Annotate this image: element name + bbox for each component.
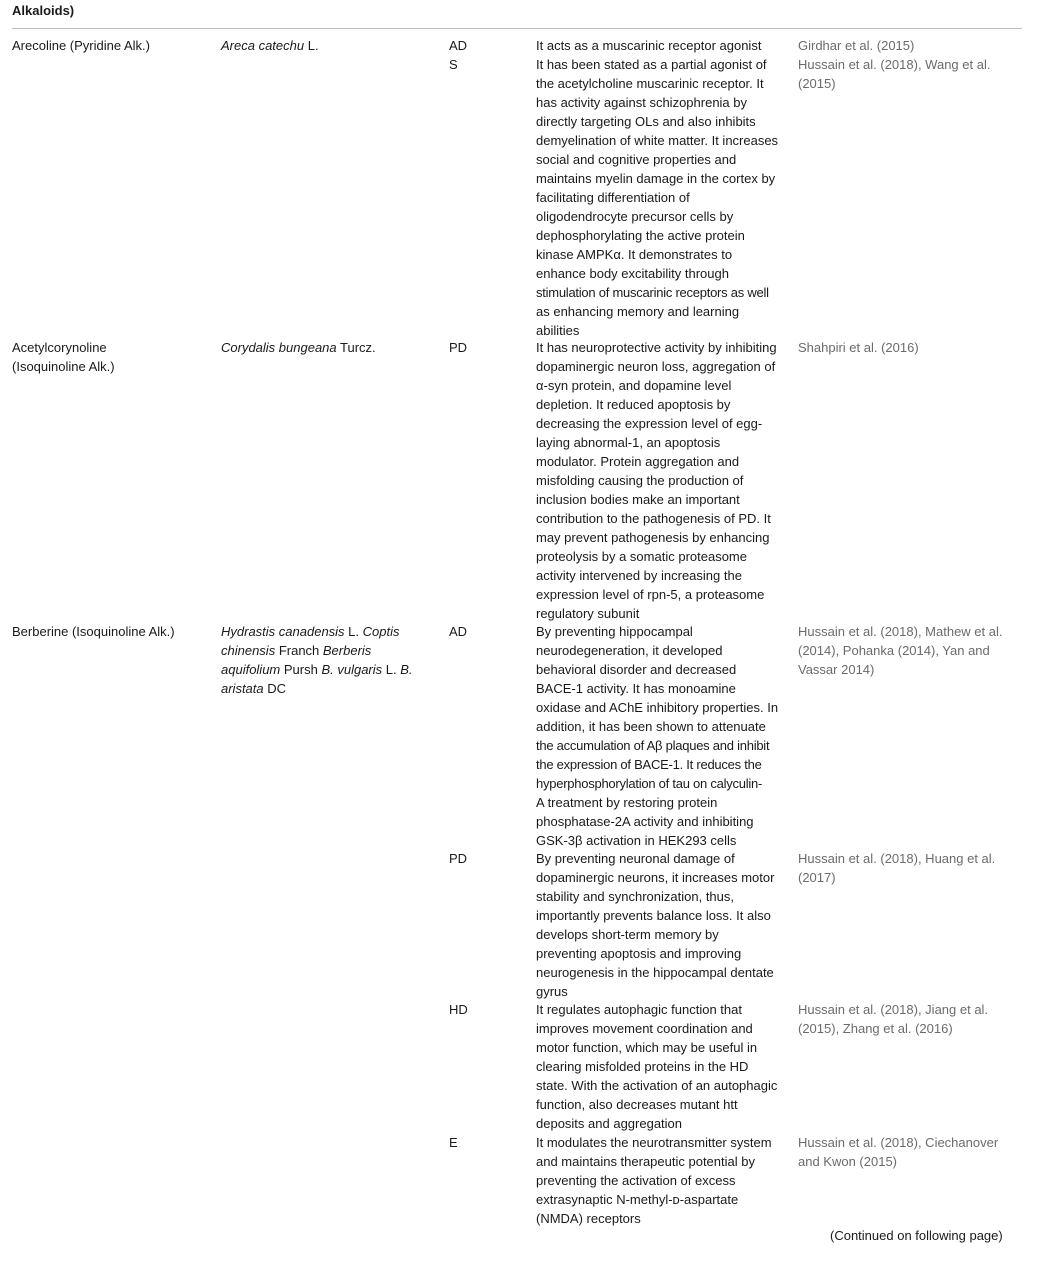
source-line <box>221 622 431 641</box>
text-line: the accumulation of Aβ plaques and inhibit <box>536 738 770 753</box>
text-line: demyelination of white matter. It increases <box>536 133 779 148</box>
mechanism-cell <box>536 338 784 623</box>
text-line: (NMDA) receptors <box>536 1211 641 1226</box>
source-line <box>221 36 431 55</box>
species-text: L. <box>382 662 401 677</box>
text-line: HD <box>449 1002 468 1017</box>
text-line: AD <box>449 38 468 53</box>
disease-cell <box>449 622 519 641</box>
text-line: PD <box>449 340 468 355</box>
text-line: phosphatase-2A activity and inhibiting <box>536 814 754 829</box>
source-line <box>221 679 431 698</box>
text-line: preventing apoptosis and improving <box>536 946 742 961</box>
text-line: preventing the activation of excess <box>536 1173 736 1188</box>
text-line: It modulates the neurotransmitter system <box>536 1135 772 1150</box>
text-line: regulatory subunit <box>536 606 640 621</box>
text-line: abilities <box>536 323 580 338</box>
text-line: neurodegeneration, it developed <box>536 643 723 658</box>
species-name: B. <box>400 662 413 677</box>
species-text: Franch <box>275 643 323 658</box>
text-line: dephosphorylating the active protein <box>536 228 745 243</box>
text-line: Girdhar et al. (2015) <box>798 38 915 53</box>
text-line: α-syn protein, and dopamine level <box>536 378 732 393</box>
species-name: chinensis <box>221 643 276 658</box>
text-line: social and cognitive properties and <box>536 152 737 167</box>
text-line: decreasing the expression level of egg- <box>536 416 763 431</box>
text-line: the expression of BACE-1. It reduces the <box>536 757 762 772</box>
text-line: oxidase and AChE inhibitory properties. In <box>536 700 779 715</box>
text-line: hyperphosphorylation of tau on calyculin- <box>536 776 763 791</box>
mechanism-cell <box>536 622 784 850</box>
mechanism-cell <box>536 36 784 340</box>
text-line: Shahpiri et al. (2016) <box>798 340 919 355</box>
text-line: Arecoline (Pyridine Alk.) <box>12 38 150 53</box>
text-line: deposits and aggregation <box>536 1116 683 1131</box>
reference-cell <box>798 1133 1020 1171</box>
section-title: Alkaloids) <box>12 2 1022 29</box>
text-line: By preventing hippocampal <box>536 624 693 639</box>
species-name: Hydrastis canadensis <box>221 624 345 639</box>
text-line: By preventing neuronal damage of <box>536 851 735 866</box>
species-name: Areca catechu <box>221 38 305 53</box>
text-line: extrasynaptic N-methyl-ᴅ-aspartate <box>536 1192 739 1207</box>
text-line: and Kwon (2015) <box>798 1154 898 1169</box>
text-line: kinase AMPKα. It demonstrates to <box>536 247 733 262</box>
text-line: Hussain et al. (2018), Huang et al. <box>798 851 996 866</box>
text-line: depletion. It reduced apoptosis by <box>536 397 731 412</box>
text-line: may prevent pathogenesis by enhancing <box>536 530 770 545</box>
text-line: enhance body excitability through <box>536 266 729 281</box>
species-name: aquifolium <box>221 662 281 677</box>
reference-cell <box>798 1000 1020 1038</box>
text-line: function, also decreases mutant htt <box>536 1097 738 1112</box>
compound-cell <box>12 622 212 641</box>
disease-cell <box>449 338 519 357</box>
text-line: Hussain et al. (2018), Jiang et al. <box>798 1002 989 1017</box>
species-name: Berberis <box>322 643 372 658</box>
text-line: S <box>449 57 458 72</box>
text-line: the acetylcholine muscarinic receptor. It <box>536 76 764 91</box>
species-name: B. vulgaris <box>321 662 383 677</box>
text-line: It acts as a muscarinic receptor agonist <box>536 38 762 53</box>
text-line: (2015) <box>798 76 836 91</box>
text-line: and maintains therapeutic potential by <box>536 1154 755 1169</box>
text-line: inclusion bodies make an important <box>536 492 740 507</box>
text-line: (2014), Pohanka (2014), Yan and <box>798 643 990 658</box>
text-line: clearing misfolded proteins in the HD <box>536 1059 749 1074</box>
continued-note: (Continued on following page) <box>830 1228 1003 1243</box>
species-name: aristata <box>221 681 264 696</box>
mechanism-cell <box>536 1133 784 1228</box>
reference-cell <box>798 849 1020 887</box>
text-line: Acetylcorynoline <box>12 340 107 355</box>
species-text: L. <box>304 38 319 53</box>
disease-cell <box>449 849 519 868</box>
source-cell <box>221 36 431 55</box>
text-line: It has been stated as a partial agonist of <box>536 57 767 72</box>
text-line: maintains myelin damage in the cortex by <box>536 171 776 186</box>
mechanism-cell <box>536 849 784 1001</box>
text-line: proteolysis by a somatic proteasome <box>536 549 747 564</box>
text-line: Hussain et al. (2018), Mathew et al. <box>798 624 1003 639</box>
text-line: addition, it has been shown to attenuate <box>536 719 766 734</box>
text-line: Vassar 2014) <box>798 662 875 677</box>
text-line: A treatment by restoring protein <box>536 795 718 810</box>
species-text: DC <box>263 681 287 696</box>
text-line: Hussain et al. (2018), Wang et al. <box>798 57 991 72</box>
disease-cell <box>449 36 519 74</box>
text-line: oligodendrocyte precursor cells by <box>536 209 734 224</box>
text-line: has activity against schizophrenia by <box>536 95 748 110</box>
text-line: improves movement coordination and <box>536 1021 753 1036</box>
text-line: stability and synchronization, thus, <box>536 889 734 904</box>
source-line <box>221 338 431 357</box>
text-line: GSK-3β activation in HEK293 cells <box>536 833 737 848</box>
text-line: activity intervened by increasing the <box>536 568 742 583</box>
text-line: directly targeting OLs and also inhibits <box>536 114 756 129</box>
text-line: neurogenesis in the hippocampal dentate <box>536 965 774 980</box>
text-line: BACE-1 activity. It has monoamine <box>536 681 736 696</box>
source-cell <box>221 338 431 357</box>
source-cell <box>221 622 431 698</box>
disease-cell <box>449 1133 519 1152</box>
text-line: as enhancing memory and learning <box>536 304 740 319</box>
text-line: gyrus <box>536 984 568 999</box>
text-line: dopaminergic neurons, it increases motor <box>536 870 775 885</box>
text-line: AD <box>449 624 468 639</box>
text-line: (2015), Zhang et al. (2016) <box>798 1021 953 1036</box>
reference-cell <box>798 338 1020 357</box>
text-line: importantly prevents balance loss. It also <box>536 908 771 923</box>
text-line: misfolding causing the production of <box>536 473 744 488</box>
text-line: motor function, which may be useful in <box>536 1040 758 1055</box>
text-line: E <box>449 1135 458 1150</box>
text-line: It regulates autophagic function that <box>536 1002 742 1017</box>
source-line <box>221 641 431 660</box>
species-text: Pursh <box>280 662 322 677</box>
species-text: L. <box>344 624 363 639</box>
mechanism-cell <box>536 1000 784 1133</box>
text-line: contribution to the pathogenesis of PD. It <box>536 511 771 526</box>
text-line: facilitating differentiation of <box>536 190 690 205</box>
text-line: laying abnormal-1, an apoptosis <box>536 435 721 450</box>
reference-cell <box>798 622 1020 679</box>
reference-cell <box>798 36 1020 93</box>
source-line <box>221 660 431 679</box>
text-line: PD <box>449 851 468 866</box>
species-text: Turcz. <box>336 340 376 355</box>
compound-cell <box>12 338 212 376</box>
text-line: (Isoquinoline Alk.) <box>12 359 115 374</box>
text-line: state. With the activation of an autophagic <box>536 1078 778 1093</box>
text-line: behavioral disorder and decreased <box>536 662 737 677</box>
text-line: develops short-term memory by <box>536 927 719 942</box>
disease-cell <box>449 1000 519 1019</box>
species-name: Corydalis bungeana <box>221 340 337 355</box>
text-line: (2017) <box>798 870 836 885</box>
species-name: Coptis <box>362 624 400 639</box>
text-line: Hussain et al. (2018), Ciechanover <box>798 1135 999 1150</box>
text-line: Berberine (Isoquinoline Alk.) <box>12 624 175 639</box>
text-line: modulator. Protein aggregation and <box>536 454 740 469</box>
text-line: It has neuroprotective activity by inhibiting <box>536 340 777 355</box>
text-line: stimulation of muscarinic receptors as well <box>536 285 769 300</box>
text-line: dopaminergic neuron loss, aggregation of <box>536 359 776 374</box>
compound-cell <box>12 36 212 55</box>
text-line: expression level of rpn-5, a proteasome <box>536 587 765 602</box>
